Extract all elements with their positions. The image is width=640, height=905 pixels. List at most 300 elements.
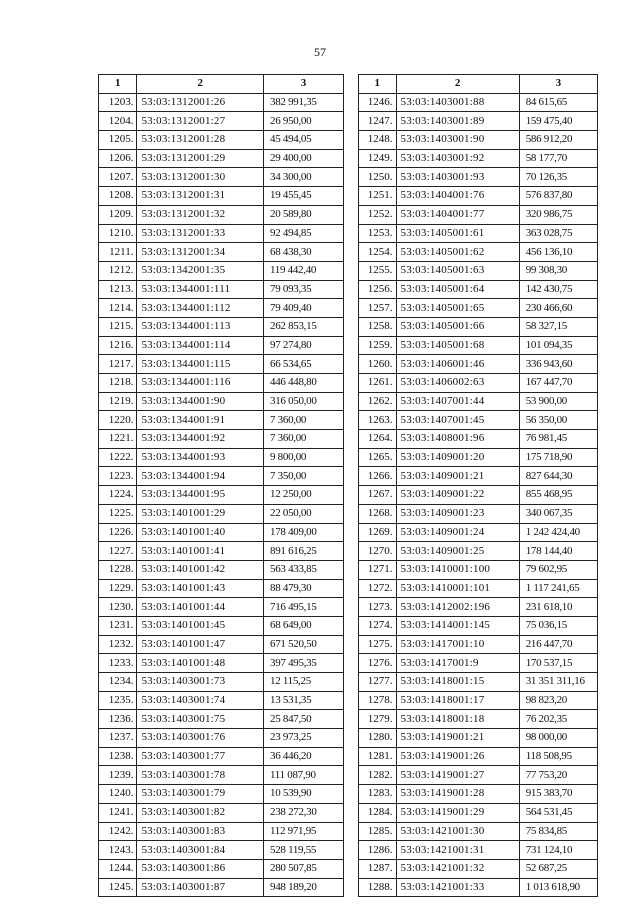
value-amount: 7 360,00 xyxy=(264,430,344,449)
cadastral-number: 53:03:1421001:30 xyxy=(396,822,519,841)
value-amount: 19 455,45 xyxy=(264,187,344,206)
table-row xyxy=(359,803,598,822)
value-amount: 563 433,85 xyxy=(264,560,344,579)
table-row xyxy=(99,803,344,822)
table-row xyxy=(359,486,598,505)
cadastral-number: 53:03:1401001:42 xyxy=(137,560,264,579)
row-number: 1244. xyxy=(99,859,137,878)
table-row xyxy=(99,168,344,187)
row-number: 1248. xyxy=(359,131,397,150)
page-number: 57 xyxy=(314,45,326,59)
table-row xyxy=(359,710,598,729)
value-amount: 230 466,60 xyxy=(519,299,597,318)
cadastral-number: 53:03:1421001:33 xyxy=(396,878,519,897)
cadastral-number: 53:03:1418001:15 xyxy=(396,673,519,692)
cadastral-number: 53:03:1312001:28 xyxy=(137,131,264,150)
value-amount: 84 615,65 xyxy=(519,93,597,112)
value-amount: 7 360,00 xyxy=(264,411,344,430)
row-number: 1229. xyxy=(99,579,137,598)
value-amount: 13 531,35 xyxy=(264,691,344,710)
cadastral-number: 53:03:1405001:68 xyxy=(396,336,519,355)
column-header-2: 2 xyxy=(396,75,519,94)
cadastral-number: 53:03:1407001:45 xyxy=(396,411,519,430)
row-number: 1266. xyxy=(359,467,397,486)
value-amount: 97 274,80 xyxy=(264,336,344,355)
value-amount: 915 383,70 xyxy=(519,785,597,804)
cadastral-number: 53:03:1401001:44 xyxy=(137,598,264,617)
table-row xyxy=(99,822,344,841)
row-number: 1263. xyxy=(359,411,397,430)
value-amount: 20 589,80 xyxy=(264,205,344,224)
table-row xyxy=(99,317,344,336)
table-row xyxy=(359,523,598,542)
value-amount: 564 531,45 xyxy=(519,803,597,822)
cadastral-number: 53:03:1404001:76 xyxy=(396,187,519,206)
cadastral-number: 53:03:1408001:96 xyxy=(396,430,519,449)
table-row xyxy=(359,205,598,224)
table-header-row xyxy=(99,75,344,94)
cadastral-number: 53:03:1409001:25 xyxy=(396,542,519,561)
row-number: 1243. xyxy=(99,841,137,860)
cadastral-number: 53:03:1409001:22 xyxy=(396,486,519,505)
table-row xyxy=(99,112,344,131)
row-number: 1203. xyxy=(99,93,137,112)
value-amount: 112 971,95 xyxy=(264,822,344,841)
value-amount: 178 409,00 xyxy=(264,523,344,542)
row-number: 1261. xyxy=(359,374,397,393)
table-row xyxy=(99,616,344,635)
cadastral-number: 53:03:1405001:66 xyxy=(396,317,519,336)
cadastral-number: 53:03:1403001:93 xyxy=(396,168,519,187)
cadastral-number: 53:03:1421001:32 xyxy=(396,859,519,878)
column-header-1: 1 xyxy=(359,75,397,94)
table-row xyxy=(99,859,344,878)
cadastral-number: 53:03:1344001:94 xyxy=(137,467,264,486)
row-number: 1214. xyxy=(99,299,137,318)
table-row xyxy=(99,448,344,467)
row-number: 1218. xyxy=(99,374,137,393)
table-row xyxy=(359,859,598,878)
table-row xyxy=(359,598,598,617)
row-number: 1259. xyxy=(359,336,397,355)
table-row xyxy=(359,411,598,430)
row-number: 1276. xyxy=(359,654,397,673)
row-number: 1284. xyxy=(359,803,397,822)
value-amount: 167 447,70 xyxy=(519,374,597,393)
cadastral-number: 53:03:1344001:90 xyxy=(137,392,264,411)
value-amount: 66 534,65 xyxy=(264,355,344,374)
row-number: 1212. xyxy=(99,261,137,280)
row-number: 1283. xyxy=(359,785,397,804)
row-number: 1234. xyxy=(99,673,137,692)
row-number: 1278. xyxy=(359,691,397,710)
parcel-table-left xyxy=(98,74,344,897)
cadastral-number: 53:03:1342001:35 xyxy=(137,261,264,280)
row-number: 1285. xyxy=(359,822,397,841)
value-amount: 88 479,30 xyxy=(264,579,344,598)
parcel-table-right xyxy=(358,74,598,897)
table-row xyxy=(99,841,344,860)
table-row xyxy=(99,710,344,729)
table-row xyxy=(359,579,598,598)
value-amount: 101 094,35 xyxy=(519,336,597,355)
table-row xyxy=(359,822,598,841)
table-row xyxy=(99,336,344,355)
cadastral-number: 53:03:1418001:18 xyxy=(396,710,519,729)
row-number: 1257. xyxy=(359,299,397,318)
table-row xyxy=(359,542,598,561)
cadastral-number: 53:03:1344001:91 xyxy=(137,411,264,430)
value-amount: 12 115,25 xyxy=(264,673,344,692)
table-row xyxy=(359,168,598,187)
value-amount: 170 537,15 xyxy=(519,654,597,673)
cadastral-number: 53:03:1312001:34 xyxy=(137,243,264,262)
value-amount: 280 507,85 xyxy=(264,859,344,878)
cadastral-number: 53:03:1419001:28 xyxy=(396,785,519,804)
row-number: 1250. xyxy=(359,168,397,187)
cadastral-number: 53:03:1417001:10 xyxy=(396,635,519,654)
row-number: 1230. xyxy=(99,598,137,617)
value-amount: 891 616,25 xyxy=(264,542,344,561)
cadastral-number: 53:03:1312001:33 xyxy=(137,224,264,243)
table-row xyxy=(99,224,344,243)
value-amount: 320 986,75 xyxy=(519,205,597,224)
value-amount: 7 350,00 xyxy=(264,467,344,486)
column-header-2: 2 xyxy=(137,75,264,94)
cadastral-number: 53:03:1403001:86 xyxy=(137,859,264,878)
cadastral-number: 53:03:1403001:76 xyxy=(137,729,264,748)
table-row xyxy=(359,112,598,131)
cadastral-number: 53:03:1405001:61 xyxy=(396,224,519,243)
value-amount: 36 446,20 xyxy=(264,747,344,766)
value-amount: 363 028,75 xyxy=(519,224,597,243)
cadastral-number: 53:03:1419001:29 xyxy=(396,803,519,822)
row-number: 1221. xyxy=(99,430,137,449)
cadastral-number: 53:03:1312001:29 xyxy=(137,149,264,168)
value-amount: 119 442,40 xyxy=(264,261,344,280)
value-amount: 45 494,05 xyxy=(264,131,344,150)
row-number: 1262. xyxy=(359,392,397,411)
table-row xyxy=(99,205,344,224)
cadastral-number: 53:03:1312001:32 xyxy=(137,205,264,224)
cadastral-number: 53:03:1312001:31 xyxy=(137,187,264,206)
row-number: 1217. xyxy=(99,355,137,374)
table-row xyxy=(99,560,344,579)
value-amount: 111 087,90 xyxy=(264,766,344,785)
cadastral-number: 53:03:1418001:17 xyxy=(396,691,519,710)
table-row xyxy=(99,691,344,710)
cadastral-number: 53:03:1312001:26 xyxy=(137,93,264,112)
value-amount: 231 618,10 xyxy=(519,598,597,617)
value-amount: 336 943,60 xyxy=(519,355,597,374)
table-row xyxy=(359,448,598,467)
cadastral-number: 53:03:1412002:196 xyxy=(396,598,519,617)
row-number: 1220. xyxy=(99,411,137,430)
row-number: 1224. xyxy=(99,486,137,505)
cadastral-number: 53:03:1403001:87 xyxy=(137,878,264,897)
row-number: 1239. xyxy=(99,766,137,785)
table-row xyxy=(359,878,598,897)
cadastral-number: 53:03:1409001:23 xyxy=(396,504,519,523)
value-amount: 827 644,30 xyxy=(519,467,597,486)
row-number: 1258. xyxy=(359,317,397,336)
cadastral-number: 53:03:1403001:92 xyxy=(396,149,519,168)
row-number: 1256. xyxy=(359,280,397,299)
value-amount: 58 327,15 xyxy=(519,317,597,336)
row-number: 1274. xyxy=(359,616,397,635)
row-number: 1282. xyxy=(359,766,397,785)
row-number: 1208. xyxy=(99,187,137,206)
cadastral-number: 53:03:1312001:27 xyxy=(137,112,264,131)
row-number: 1273. xyxy=(359,598,397,617)
row-number: 1269. xyxy=(359,523,397,542)
row-number: 1271. xyxy=(359,560,397,579)
cadastral-number: 53:03:1312001:30 xyxy=(137,168,264,187)
row-number: 1264. xyxy=(359,430,397,449)
cadastral-number: 53:03:1344001:116 xyxy=(137,374,264,393)
cadastral-number: 53:03:1403001:75 xyxy=(137,710,264,729)
row-number: 1242. xyxy=(99,822,137,841)
value-amount: 382 991,35 xyxy=(264,93,344,112)
value-amount: 98 000,00 xyxy=(519,729,597,748)
value-amount: 23 973,25 xyxy=(264,729,344,748)
row-number: 1222. xyxy=(99,448,137,467)
table-row xyxy=(359,729,598,748)
cadastral-number: 53:03:1417001:9 xyxy=(396,654,519,673)
value-amount: 31 351 311,16 xyxy=(519,673,597,692)
row-number: 1238. xyxy=(99,747,137,766)
value-amount: 731 124,10 xyxy=(519,841,597,860)
row-number: 1267. xyxy=(359,486,397,505)
value-amount: 316 050,00 xyxy=(264,392,344,411)
table-row xyxy=(99,392,344,411)
row-number: 1280. xyxy=(359,729,397,748)
value-amount: 238 272,30 xyxy=(264,803,344,822)
row-number: 1247. xyxy=(359,112,397,131)
cadastral-number: 53:03:1403001:73 xyxy=(137,673,264,692)
value-amount: 98 823,20 xyxy=(519,691,597,710)
table-row xyxy=(359,131,598,150)
table-row xyxy=(99,187,344,206)
table-row xyxy=(359,355,598,374)
value-amount: 26 950,00 xyxy=(264,112,344,131)
cadastral-number: 53:03:1405001:63 xyxy=(396,261,519,280)
cadastral-number: 53:03:1401001:40 xyxy=(137,523,264,542)
row-number: 1206. xyxy=(99,149,137,168)
value-amount: 79 093,35 xyxy=(264,280,344,299)
row-number: 1252. xyxy=(359,205,397,224)
value-amount: 99 308,30 xyxy=(519,261,597,280)
row-number: 1288. xyxy=(359,878,397,897)
row-number: 1251. xyxy=(359,187,397,206)
table-row xyxy=(359,149,598,168)
value-amount: 456 136,10 xyxy=(519,243,597,262)
cadastral-number: 53:03:1401001:43 xyxy=(137,579,264,598)
table-row xyxy=(99,654,344,673)
cadastral-number: 53:03:1421001:31 xyxy=(396,841,519,860)
value-amount: 79 602,95 xyxy=(519,560,597,579)
row-number: 1219. xyxy=(99,392,137,411)
table-row xyxy=(359,467,598,486)
cadastral-number: 53:03:1409001:20 xyxy=(396,448,519,467)
cadastral-number: 53:03:1409001:21 xyxy=(396,467,519,486)
value-amount: 118 508,95 xyxy=(519,747,597,766)
table-row xyxy=(99,785,344,804)
row-number: 1287. xyxy=(359,859,397,878)
row-number: 1216. xyxy=(99,336,137,355)
row-number: 1236. xyxy=(99,710,137,729)
cadastral-number: 53:03:1403001:84 xyxy=(137,841,264,860)
table-row xyxy=(359,747,598,766)
cadastral-number: 53:03:1410001:100 xyxy=(396,560,519,579)
table-row xyxy=(99,766,344,785)
value-amount: 79 409,40 xyxy=(264,299,344,318)
cadastral-number: 53:03:1409001:24 xyxy=(396,523,519,542)
table-row xyxy=(359,654,598,673)
table-row xyxy=(99,673,344,692)
value-amount: 22 050,00 xyxy=(264,504,344,523)
value-amount: 576 837,80 xyxy=(519,187,597,206)
value-amount: 58 177,70 xyxy=(519,149,597,168)
table-row xyxy=(99,504,344,523)
cadastral-number: 53:03:1401001:48 xyxy=(137,654,264,673)
table-row xyxy=(99,243,344,262)
cadastral-number: 53:03:1403001:74 xyxy=(137,691,264,710)
table-row xyxy=(99,729,344,748)
value-amount: 948 189,20 xyxy=(264,878,344,897)
row-number: 1275. xyxy=(359,635,397,654)
value-amount: 1 242 424,40 xyxy=(519,523,597,542)
row-number: 1233. xyxy=(99,654,137,673)
table-row xyxy=(99,261,344,280)
cadastral-number: 53:03:1406001:46 xyxy=(396,355,519,374)
row-number: 1240. xyxy=(99,785,137,804)
column-header-3: 3 xyxy=(264,75,344,94)
table-row xyxy=(99,374,344,393)
row-number: 1211. xyxy=(99,243,137,262)
row-number: 1215. xyxy=(99,317,137,336)
table-row xyxy=(99,411,344,430)
value-amount: 75 036,15 xyxy=(519,616,597,635)
row-number: 1223. xyxy=(99,467,137,486)
row-number: 1253. xyxy=(359,224,397,243)
row-number: 1205. xyxy=(99,131,137,150)
cadastral-number: 53:03:1405001:65 xyxy=(396,299,519,318)
value-amount: 56 350,00 xyxy=(519,411,597,430)
row-number: 1207. xyxy=(99,168,137,187)
cadastral-number: 53:03:1344001:114 xyxy=(137,336,264,355)
row-number: 1246. xyxy=(359,93,397,112)
row-number: 1227. xyxy=(99,542,137,561)
table-row xyxy=(359,243,598,262)
value-amount: 53 900,00 xyxy=(519,392,597,411)
value-amount: 68 438,30 xyxy=(264,243,344,262)
table-row xyxy=(99,635,344,654)
cadastral-number: 53:03:1403001:88 xyxy=(396,93,519,112)
table-row xyxy=(99,878,344,897)
table-row xyxy=(359,673,598,692)
row-number: 1241. xyxy=(99,803,137,822)
table-row xyxy=(99,598,344,617)
table-row xyxy=(99,523,344,542)
table-row xyxy=(359,317,598,336)
cadastral-number: 53:03:1419001:27 xyxy=(396,766,519,785)
table-row xyxy=(99,149,344,168)
table-row xyxy=(359,280,598,299)
value-amount: 9 800,00 xyxy=(264,448,344,467)
value-amount: 142 430,75 xyxy=(519,280,597,299)
table-row xyxy=(359,635,598,654)
value-amount: 92 494,85 xyxy=(264,224,344,243)
cadastral-number: 53:03:1401001:47 xyxy=(137,635,264,654)
table-row xyxy=(99,280,344,299)
cadastral-number: 53:03:1344001:93 xyxy=(137,448,264,467)
cadastral-number: 53:03:1403001:79 xyxy=(137,785,264,804)
row-number: 1231. xyxy=(99,616,137,635)
value-amount: 12 250,00 xyxy=(264,486,344,505)
column-header-3: 3 xyxy=(519,75,597,94)
value-amount: 397 495,35 xyxy=(264,654,344,673)
row-number: 1265. xyxy=(359,448,397,467)
table-row xyxy=(359,187,598,206)
value-amount: 29 400,00 xyxy=(264,149,344,168)
value-amount: 1 117 241,65 xyxy=(519,579,597,598)
cadastral-number: 53:03:1403001:77 xyxy=(137,747,264,766)
value-amount: 25 847,50 xyxy=(264,710,344,729)
table-header-row xyxy=(359,75,598,94)
value-amount: 68 649,00 xyxy=(264,616,344,635)
table-row xyxy=(99,542,344,561)
row-number: 1260. xyxy=(359,355,397,374)
table-row xyxy=(99,93,344,112)
cadastral-number: 53:03:1403001:83 xyxy=(137,822,264,841)
table-row xyxy=(99,579,344,598)
row-number: 1213. xyxy=(99,280,137,299)
value-amount: 159 475,40 xyxy=(519,112,597,131)
row-number: 1235. xyxy=(99,691,137,710)
cadastral-number: 53:03:1344001:92 xyxy=(137,430,264,449)
row-number: 1255. xyxy=(359,261,397,280)
row-number: 1254. xyxy=(359,243,397,262)
cadastral-number: 53:03:1401001:41 xyxy=(137,542,264,561)
cadastral-number: 53:03:1404001:77 xyxy=(396,205,519,224)
table-row xyxy=(359,841,598,860)
row-number: 1272. xyxy=(359,579,397,598)
table-row xyxy=(359,766,598,785)
row-number: 1210. xyxy=(99,224,137,243)
row-number: 1277. xyxy=(359,673,397,692)
cadastral-number: 53:03:1344001:112 xyxy=(137,299,264,318)
cadastral-number: 53:03:1419001:26 xyxy=(396,747,519,766)
value-amount: 262 853,15 xyxy=(264,317,344,336)
value-amount: 178 144,40 xyxy=(519,542,597,561)
row-number: 1204. xyxy=(99,112,137,131)
value-amount: 34 300,00 xyxy=(264,168,344,187)
cadastral-number: 53:03:1344001:115 xyxy=(137,355,264,374)
value-amount: 340 067,35 xyxy=(519,504,597,523)
table-row xyxy=(99,430,344,449)
value-amount: 76 981,45 xyxy=(519,430,597,449)
value-amount: 52 687,25 xyxy=(519,859,597,878)
cadastral-number: 53:03:1405001:64 xyxy=(396,280,519,299)
row-number: 1226. xyxy=(99,523,137,542)
cadastral-number: 53:03:1403001:89 xyxy=(396,112,519,131)
table-row xyxy=(359,616,598,635)
row-number: 1249. xyxy=(359,149,397,168)
row-number: 1225. xyxy=(99,504,137,523)
table-row xyxy=(359,224,598,243)
table-row xyxy=(359,392,598,411)
